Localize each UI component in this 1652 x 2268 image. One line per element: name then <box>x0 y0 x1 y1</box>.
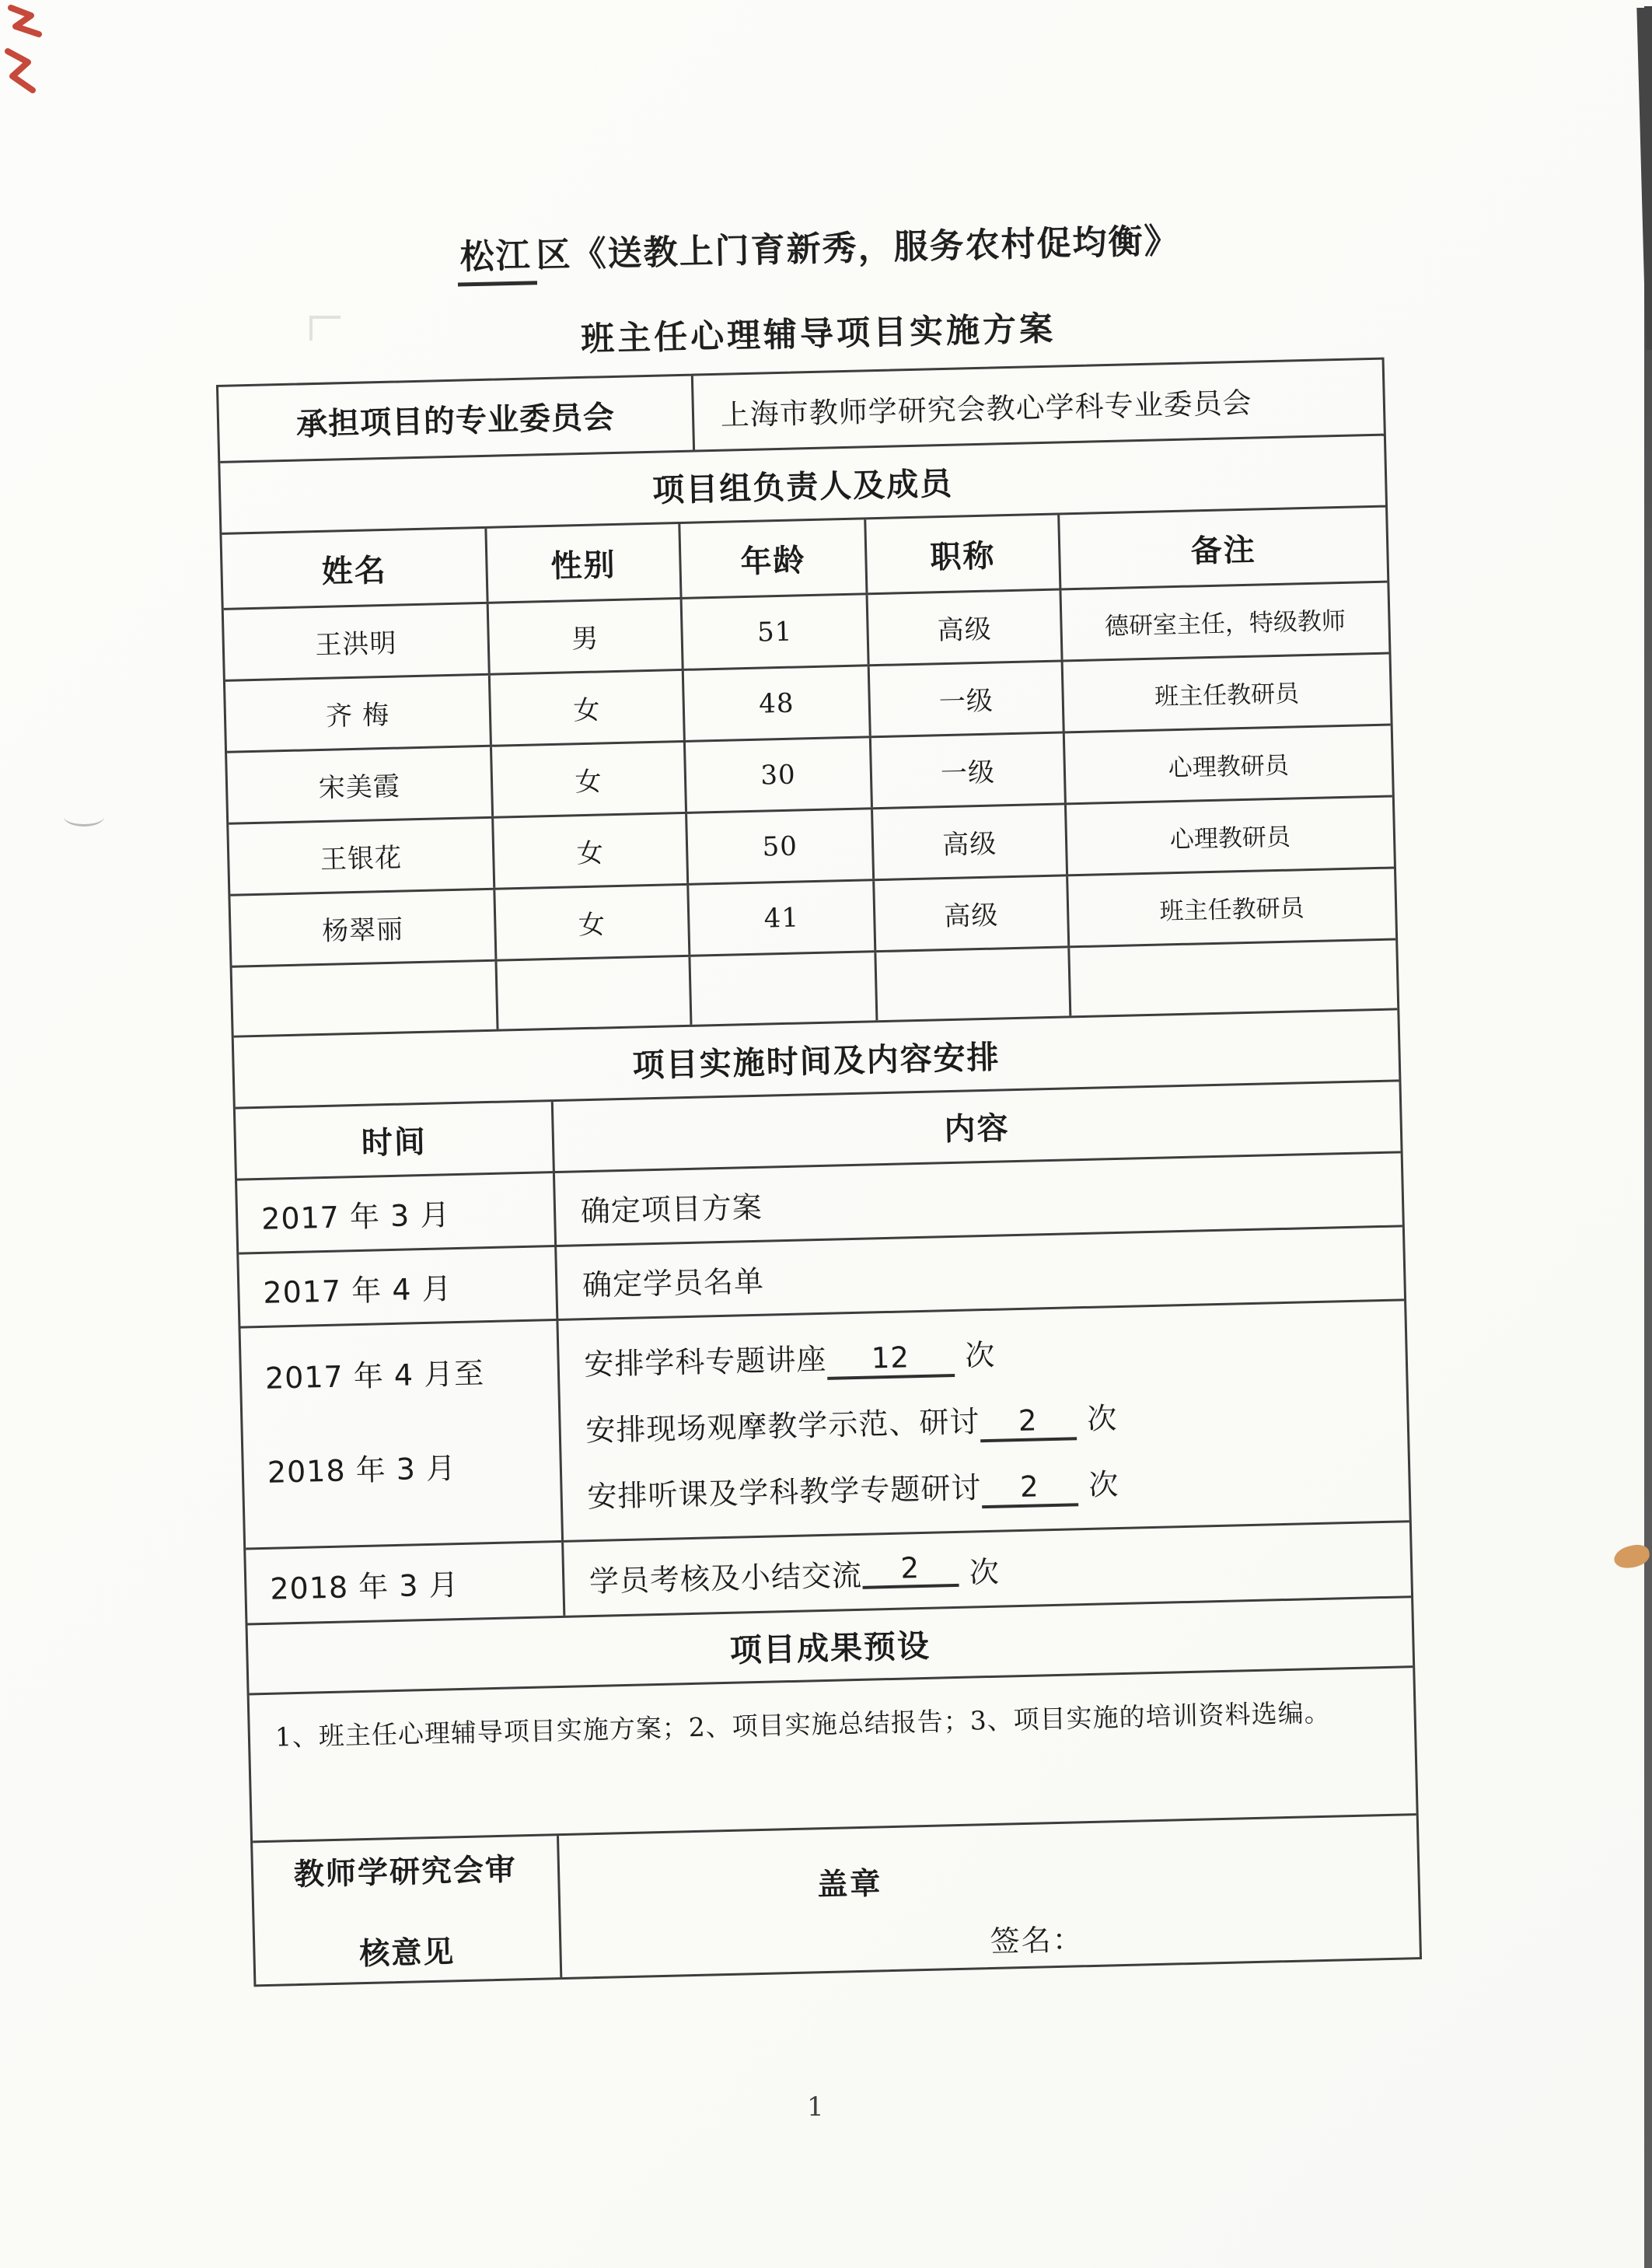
main-form-table <box>216 358 1422 1987</box>
schedule-row-span <box>240 1298 1409 1547</box>
header-title: 职称 <box>864 515 1060 593</box>
member-gender: 女 <box>488 671 683 745</box>
stamp-label: 盖章 <box>816 1866 883 1903</box>
schedule-time-range <box>241 1321 561 1547</box>
filled-blank-count: 2 <box>981 1471 1078 1508</box>
member-title: 高级 <box>873 876 1068 950</box>
content-suffix: 次 <box>1088 1467 1119 1503</box>
member-title: 一级 <box>868 662 1063 736</box>
schedule-time-line2: 2018 年 3 月 <box>267 1451 457 1490</box>
schedule-content-line <box>584 1331 996 1386</box>
content-suffix: 次 <box>1086 1401 1118 1437</box>
header-age: 年龄 <box>678 519 866 597</box>
scanner-edge-shadow-top <box>1633 8 1652 350</box>
doc-title-line1-rest: 区《送教上门育新秀，服务农村促均衡》 <box>536 221 1181 276</box>
header-content: 内容 <box>550 1082 1400 1171</box>
member-note <box>1067 940 1397 1015</box>
filled-blank-count: 2 <box>980 1405 1077 1442</box>
member-name <box>232 962 497 1036</box>
member-note: 心理教研员 <box>1063 726 1392 803</box>
member-name: 王洪明 <box>315 627 397 662</box>
schedule-time: 2017 年 4 月 <box>262 1270 453 1310</box>
filled-blank-count: 12 <box>826 1342 955 1380</box>
member-name: 宋美霞 <box>318 771 401 805</box>
doc-title-line2: 班主任心理辅导项目实施方案 <box>580 309 1057 359</box>
results-content-row <box>250 1665 1416 1840</box>
schedule-content-line <box>585 1394 1118 1452</box>
schedule-time-line1: 2017 年 4 月至 <box>264 1356 485 1396</box>
member-age: 41 <box>686 881 875 955</box>
content-suffix: 次 <box>969 1554 1001 1590</box>
header-note: 备注 <box>1057 508 1387 589</box>
member-note: 德研室主任，特级教师 <box>1059 583 1388 660</box>
members-section-title: 项目组负责人及成员 <box>651 464 954 509</box>
approval-label-cell <box>253 1836 560 1984</box>
approval-row <box>253 1813 1420 1984</box>
schedule-content: 确定学员名单 <box>554 1227 1404 1319</box>
committee-value-cell: 上海市教师学研究会教心学科专业委员会 <box>691 360 1384 450</box>
member-name: 杨翠丽 <box>321 914 404 947</box>
member-note: 班主任教研员 <box>1066 868 1395 945</box>
header-name: 姓名 <box>321 552 388 590</box>
member-gender: 女 <box>491 814 686 888</box>
signature-label: 签名： <box>990 1922 1084 1959</box>
schedule-content-lines <box>556 1301 1409 1540</box>
member-age: 48 <box>682 666 870 740</box>
header-time: 时间 <box>361 1124 428 1162</box>
member-title <box>875 948 1069 1020</box>
member-gender: 女 <box>494 886 689 959</box>
schedule-time: 2018 年 3 月 <box>269 1567 460 1606</box>
doc-title-line1 <box>232 208 1403 284</box>
committee-label-cell: 承担项目的专业委员会 <box>295 399 616 443</box>
results-text: 1、班主任心理辅导项目实施方案；2、项目实施总结报告；3、项目实施的培训资料选编。 <box>274 1697 1332 1753</box>
member-title: 一级 <box>869 733 1064 807</box>
results-section-title: 项目成果预设 <box>729 1627 931 1669</box>
approval-label-line2: 核意见 <box>358 1934 456 1973</box>
member-gender: 男 <box>487 599 682 673</box>
content-text: 学员考核及小结交流 <box>589 1557 863 1599</box>
member-age: 50 <box>685 809 873 883</box>
member-gender: 女 <box>490 743 685 816</box>
member-note: 心理教研员 <box>1064 797 1394 874</box>
content-text: 安排现场观摩教学示范、研讨 <box>585 1404 980 1449</box>
faint-pen-mark <box>64 807 104 826</box>
content-suffix: 次 <box>964 1337 996 1373</box>
region-name-underlined: 松江 <box>456 236 536 286</box>
schedule-content: 确定项目方案 <box>553 1153 1402 1245</box>
schedule-time: 2017 年 3 月 <box>260 1197 451 1236</box>
content-text: 安排学科专题讲座 <box>583 1341 827 1382</box>
approval-label-line1: 教师学研究会审 <box>293 1852 518 1893</box>
member-gender <box>495 957 690 1029</box>
member-name: 王银花 <box>320 842 403 875</box>
red-pen-mark <box>3 2 58 99</box>
member-age: 51 <box>679 595 868 669</box>
schedule-content-line <box>587 1460 1119 1518</box>
member-age: 30 <box>683 738 871 812</box>
member-note: 班主任教研员 <box>1060 655 1390 732</box>
member-title: 高级 <box>866 591 1061 665</box>
member-title: 高级 <box>871 805 1066 879</box>
member-name: 齐 梅 <box>325 699 390 732</box>
schedule-section-title: 项目实施时间及内容安排 <box>632 1038 1001 1085</box>
member-age <box>688 952 875 1025</box>
filled-blank-count: 2 <box>861 1553 959 1590</box>
approval-value-cell <box>557 1815 1420 1977</box>
content-text: 安排听课及学科教学专题研讨 <box>586 1470 982 1515</box>
header-gender: 性别 <box>485 524 680 602</box>
page-number: 1 <box>807 2092 824 2123</box>
